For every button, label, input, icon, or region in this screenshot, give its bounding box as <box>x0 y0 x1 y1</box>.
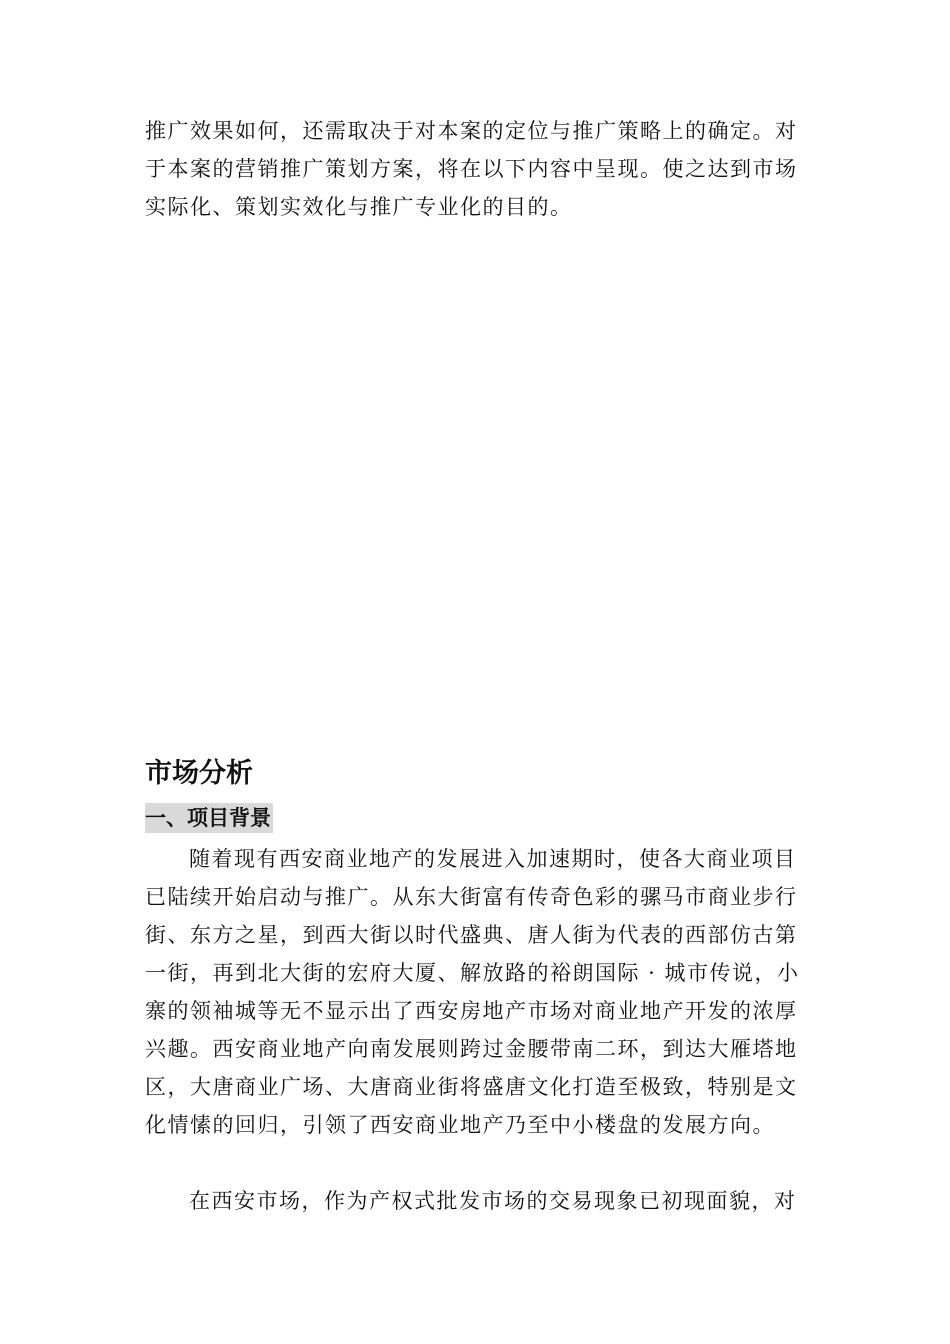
background-line-1: 随着现有西安商业地产的发展进入加速期时，使各大商业项目 <box>189 847 797 871</box>
background-line-3: 街、东方之星，到西大街以时代盛典、唐人街为代表的西部仿古第 <box>145 923 798 947</box>
background-paragraph <box>145 840 810 1144</box>
background-line-5: 寨的领袖城等无不显示出了西安房地产市场对商业地产开发的浓厚 <box>145 999 798 1023</box>
background-line-6: 兴趣。西安商业地产向南发展则跨过金腰带南二环，到达大雁塔地 <box>145 1037 798 1061</box>
intro-line-2: 于本案的营销推广策划方案，将在以下内容中呈现。使之达到市场 <box>145 157 798 181</box>
market-paragraph <box>145 1182 810 1220</box>
background-line-2: 已陆续开始启动与推广。从东大街富有传奇色彩的骡马市商业步行 <box>145 885 798 909</box>
background-line-8: 化情愫的回归，引领了西安商业地产乃至中小楼盘的发展方向。 <box>145 1113 775 1137</box>
market-line-1: 在西安市场，作为产权式批发市场的交易现象已初现面貌，对 <box>189 1189 797 1213</box>
background-line-4: 一街，再到北大街的宏府大厦、解放路的裕朗国际 · 城市传说，小 <box>145 961 800 985</box>
subsection-title: 一、项目背景 <box>145 803 273 833</box>
intro-paragraph <box>145 112 810 226</box>
intro-line-1: 推广效果如何，还需取决于对本案的定位与推广策略上的确定。对 <box>145 119 798 143</box>
section-title: 市场分析 <box>145 758 253 789</box>
intro-line-3: 实际化、策划实效化与推广专业化的目的。 <box>145 195 573 219</box>
background-line-7: 区，大唐商业广场、大唐商业街将盛唐文化打造至极致，特别是文 <box>145 1075 798 1099</box>
